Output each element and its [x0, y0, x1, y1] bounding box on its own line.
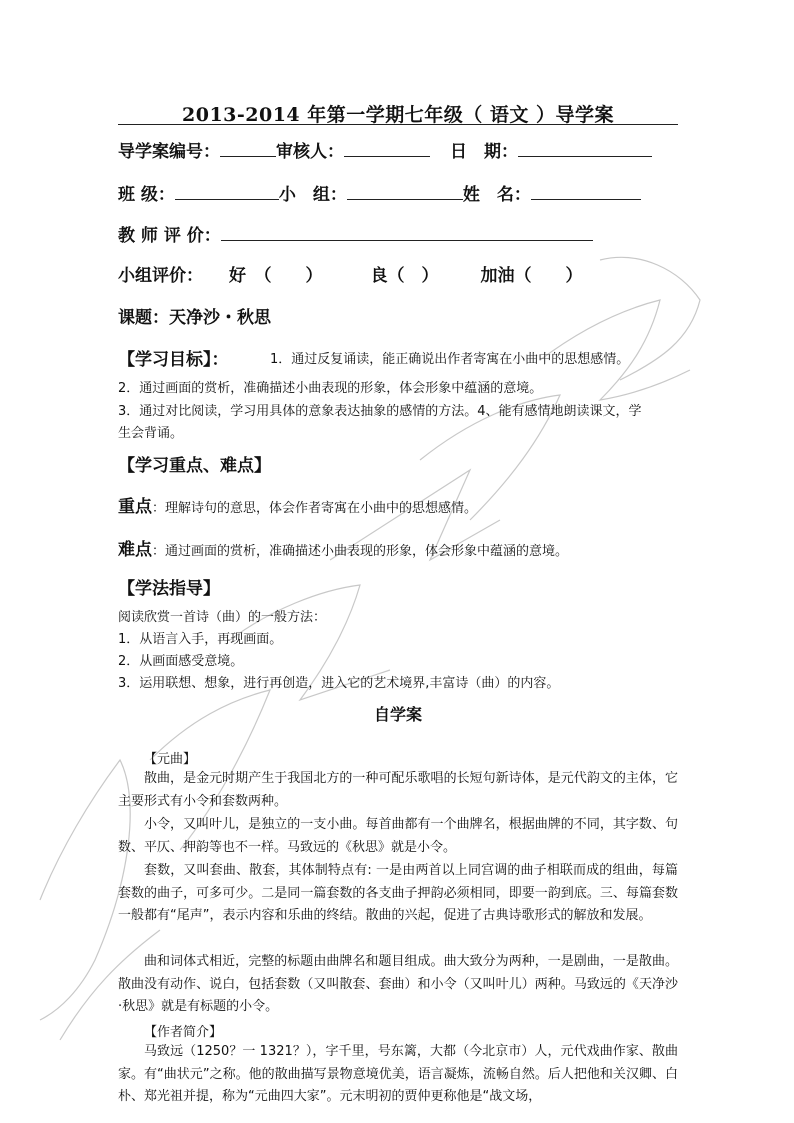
goal-item-1: 1．通过反复诵读，能正确说出作者寄寓在小曲中的思想感情。 — [270, 352, 630, 367]
eval-option-encourage[interactable]: 加油（ ） — [480, 266, 583, 286]
reviewer-label: 审核人： — [276, 142, 344, 162]
author-tag: 【作者简介】 — [144, 1025, 223, 1040]
form-row-class — [118, 180, 641, 205]
form-row-id — [118, 137, 652, 162]
eval-option-fair[interactable]: 良（ ） — [370, 266, 439, 286]
paragraph-xiaoling: 小令，又叫叶儿，是独立的一支小曲。每首曲都有一个曲牌名，根据曲牌的不同，其字数、句数、平仄、押韵等也不一样。马致远的《秋思》就是小令。 — [118, 817, 678, 855]
eval-option-good[interactable]: 好 （ ） — [229, 266, 323, 286]
group-eval-label: 小组评价： — [118, 266, 203, 286]
method-intro: 阅读欣赏一首诗（曲）的一般方法： — [118, 610, 327, 625]
lesson-topic: 课题：天净沙・秋思 — [118, 308, 271, 328]
difficulty-line — [118, 535, 568, 560]
date-label: 日 期： — [450, 142, 518, 162]
group-field[interactable] — [347, 183, 463, 200]
paragraph-qu-ci: 曲和词体式相近，完整的标题由曲牌名和题目组成。曲大致分为两种，一是剧曲，一是散曲。散曲没有动作、说白，包括套数（又叫散套、套曲）和小令（又叫叶儿）两种。马致远的《天净沙·秋思》就是有标题的小令。 — [118, 954, 678, 1015]
method-step-1: 1．从语言入手，再现画面。 — [118, 632, 283, 647]
goal-item-2: 2．通过画面的赏析，准确描述小曲表现的形象，体会形象中蕴涵的意境。 — [118, 381, 543, 396]
yuanqu-tag: 【元曲】 — [144, 752, 197, 767]
group-label: 小 组： — [278, 185, 347, 205]
teacher-eval-label: 教 师 评 价： — [118, 226, 221, 246]
goal-item-3a: 3．通过对比阅读，学习用具体的意象表达抽象的感情的方法。4、能有感情地朗读课文，学 — [118, 404, 642, 419]
self-study-heading: 自学案 — [373, 705, 422, 724]
difficulty-label: 难点 — [118, 540, 152, 560]
form-row-group-eval — [118, 261, 583, 286]
difficulty-text: ：通过画面的赏析，准确描述小曲表现的形象，体会形象中蕴涵的意境。 — [152, 544, 569, 559]
name-field[interactable] — [531, 183, 641, 200]
key-points-heading: 【学习重点、难点】 — [118, 456, 271, 476]
date-field[interactable] — [518, 140, 652, 157]
goal-item-3b: 生会背诵。 — [118, 426, 184, 441]
focus-line — [118, 492, 477, 517]
title-divider — [118, 124, 678, 125]
paragraph-taoshu: 套数，又叫套曲、散套，其体制特点有: 一是由两首以上同宫调的曲子相联而成的组曲，每篇套数的曲子，可多可少。二是同一篇套数的各支曲子押韵必须相同，即要一韵到底。三、每篇套数一般都有“尾声”，表示内容和乐曲的终结。散曲的兴起，促进了古典诗歌形式的解放和发展。 — [118, 863, 678, 924]
teacher-eval-field[interactable] — [221, 224, 593, 241]
goals-heading: 【学习目标】： — [118, 350, 229, 370]
page-title: 2013-2014 年第一学期七年级（ 语文 ）导学案 — [182, 104, 614, 126]
guide-id-label: 导学案编号： — [118, 142, 220, 162]
name-label: 姓 名： — [462, 185, 531, 205]
paragraph-sanqu: 散曲，是金元时期产生于我国北方的一种可配乐歌唱的长短句新诗体，是元代韵文的主体，它主要形式有小令和套数两种。 — [118, 771, 678, 809]
form-row-teacher — [118, 221, 593, 246]
method-step-2: 2．从画面感受意境。 — [118, 654, 244, 669]
focus-label: 重点 — [118, 497, 152, 517]
focus-text: ：理解诗句的意思，体会作者寄寓在小曲中的思想感情。 — [152, 501, 478, 516]
method-step-3: 3．运用联想、想象，进行再创造，进入它的艺术境界,丰富诗（曲）的内容。 — [118, 676, 560, 691]
class-field[interactable] — [175, 183, 279, 200]
method-heading: 【学法指导】 — [118, 579, 220, 599]
reviewer-field[interactable] — [344, 140, 430, 157]
paragraph-author: 马致远（1250？一 1321？），字千里，号东篱，大都（今北京市）人，元代戏曲作家、散曲家。有“曲状元”之称。他的散曲描写景物意境优美，语言凝炼，流畅自然。后人把他和关汉卿、白朴、郑光祖并提，称为“元曲四大家”。元末明初的贾仲更称他是“战文场， — [118, 1044, 678, 1105]
guide-id-field[interactable] — [220, 140, 276, 157]
class-label: 班 级： — [118, 185, 175, 205]
